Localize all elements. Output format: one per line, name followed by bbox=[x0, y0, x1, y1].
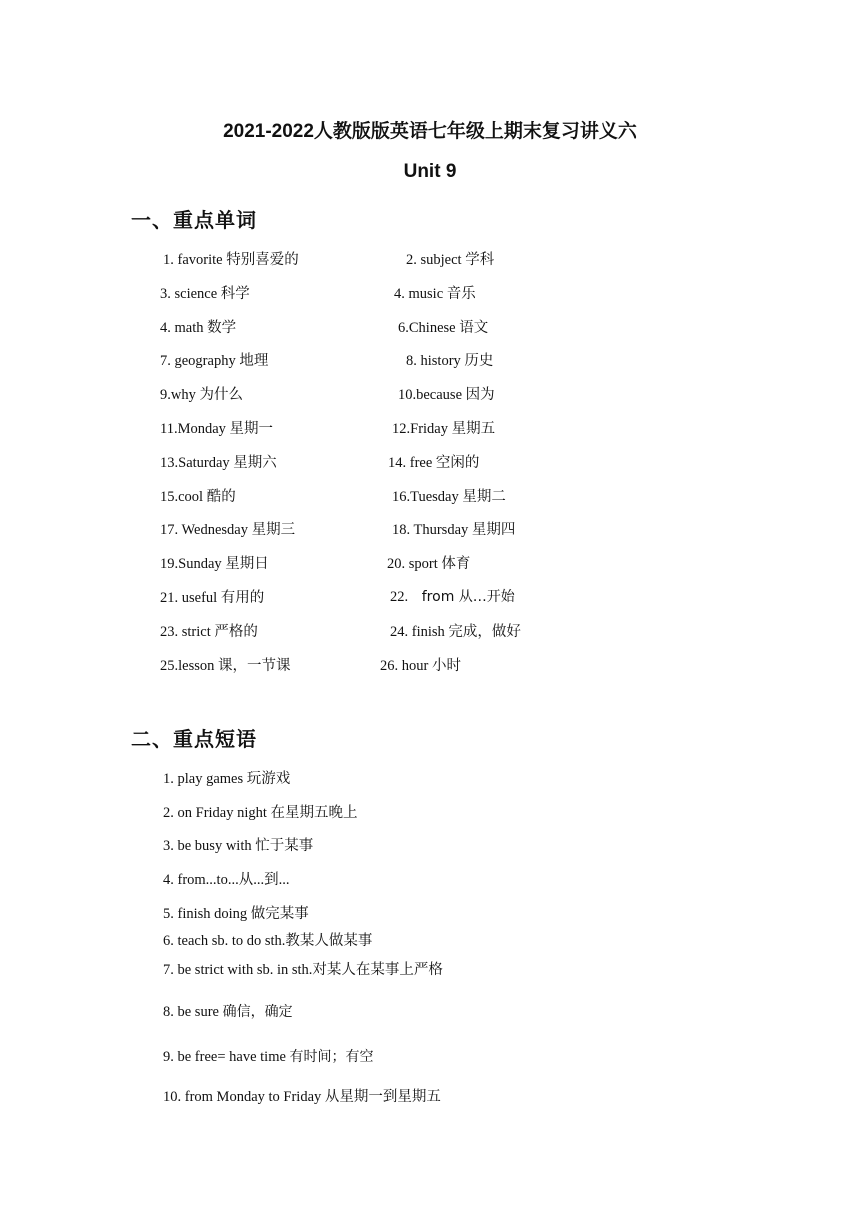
phrase-item-9-text: 9. be free= have time bbox=[163, 1049, 286, 1065]
section-heading-phrases: 二、重点短语 bbox=[131, 727, 257, 751]
document-title: 2021-2022人教版版英语七年级上期末复习讲义六 bbox=[223, 121, 637, 142]
phrase-item-5: 5. finish doing 做完某事 bbox=[163, 906, 309, 922]
word-item-3: 3. science 科学 bbox=[160, 286, 250, 302]
word-item-6: 6.Chinese 语文 bbox=[398, 320, 489, 336]
word-item-16: 16.Tuesday 星期二 bbox=[392, 489, 506, 505]
word-item-13: 13.Saturday 星期六 bbox=[160, 455, 277, 471]
phrase-item-8-meaning: 确信，确定 bbox=[222, 1004, 293, 1020]
word-item-23: 23. strict 严格的 bbox=[160, 624, 258, 640]
word-item-4a: 4. math 数学 bbox=[160, 320, 237, 336]
word-item-21: 21. useful 有用的 bbox=[160, 590, 265, 606]
word-item-26: 26. hour 小时 bbox=[380, 658, 461, 674]
word-item-8: 8. history 历史 bbox=[406, 353, 494, 369]
word-item-22-number: 22. bbox=[390, 589, 409, 605]
word-item-18: 18. Thursday 星期四 bbox=[392, 522, 516, 538]
word-item-20: 20. sport 体育 bbox=[387, 556, 471, 572]
section-heading-words: 一、重点单词 bbox=[131, 208, 257, 232]
phrase-item-8 bbox=[163, 1001, 293, 1021]
word-item-17: 17. Wednesday 星期三 bbox=[160, 522, 296, 538]
phrase-item-6: 6. teach sb. to do sth.教某人做某事 bbox=[163, 933, 373, 949]
word-item-22 bbox=[390, 586, 515, 606]
phrase-item-3: 3. be busy with 忙于某事 bbox=[163, 838, 314, 854]
word-item-15: 15.cool 酷的 bbox=[160, 489, 236, 505]
phrase-item-2: 2. on Friday night 在星期五晚上 bbox=[163, 805, 358, 821]
word-item-1: 1. favorite 特别喜爱的 bbox=[163, 252, 299, 268]
word-item-11: 11.Monday 星期一 bbox=[160, 421, 274, 437]
word-item-19: 19.Sunday 星期日 bbox=[160, 556, 269, 572]
phrase-item-9 bbox=[163, 1046, 374, 1066]
word-item-12: 12.Friday 星期五 bbox=[392, 421, 496, 437]
phrase-item-9-meaning: 有时间；有空 bbox=[289, 1049, 374, 1065]
word-item-24: 24. finish 完成，做好 bbox=[390, 624, 521, 640]
phrase-item-8-text: 8. be sure bbox=[163, 1004, 219, 1020]
word-item-4b: 4. music 音乐 bbox=[394, 286, 476, 302]
document-subtitle: Unit 9 bbox=[403, 161, 457, 182]
phrase-item-7: 7. be strict with sb. in sth.对某人在某事上严格 bbox=[163, 962, 443, 978]
word-item-14: 14. free 空闲的 bbox=[388, 455, 480, 471]
word-item-7: 7. geography 地理 bbox=[160, 353, 269, 369]
word-item-2: 2. subject 学科 bbox=[406, 252, 495, 268]
word-item-9: 9.why 为什么 bbox=[160, 387, 243, 403]
phrase-item-4: 4. from...to...从...到... bbox=[163, 872, 290, 888]
word-item-22-text: from 从…开始 bbox=[421, 589, 515, 605]
word-item-10: 10.because 因为 bbox=[398, 387, 495, 403]
word-item-25: 25.lesson 课，一节课 bbox=[160, 658, 291, 674]
phrase-item-10: 10. from Monday to Friday 从星期一到星期五 bbox=[163, 1089, 441, 1105]
phrase-item-1: 1. play games 玩游戏 bbox=[163, 771, 291, 787]
